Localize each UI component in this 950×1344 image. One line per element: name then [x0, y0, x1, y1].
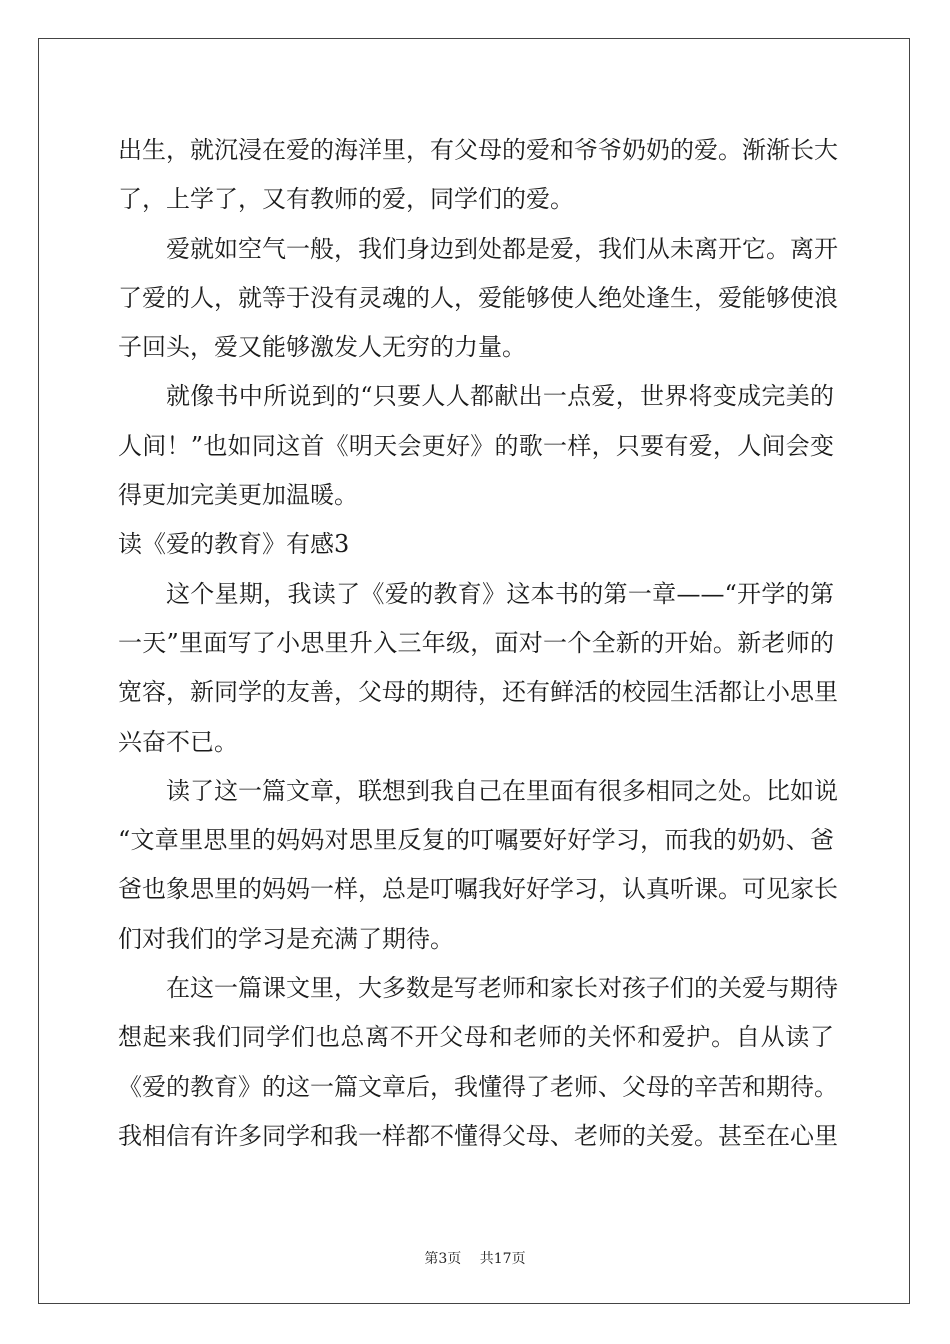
- text-line: 爸也象思里的妈妈一样，总是叮嘱我好好学习，认真听课。可见家长: [118, 875, 838, 904]
- text-line: 我相信有许多同学和我一样都不懂得父母、老师的关爱。甚至在心里: [118, 1121, 838, 1150]
- text-line: 出生，就沉浸在爱的海洋里，有父母的爱和爷爷奶奶的爱。渐渐长大: [118, 136, 838, 164]
- total-pages: 共17页: [479, 1251, 526, 1267]
- text-line: 一天”里面写了小思里升入三年级，面对一个全新的开始。新老师的: [118, 628, 834, 657]
- text-line: 了爱的人，就等于没有灵魂的人，爱能够使人绝处逢生，爱能够使浪: [118, 283, 838, 312]
- text-line: “文章里思里的妈妈对思里反复的叮嘱要好好学习，而我的奶奶、爸: [118, 826, 834, 855]
- text-line: 了，上学了，又有教师的爱，同学们的爱。: [118, 185, 574, 214]
- text-line: 宽容，新同学的友善，父母的期待，还有鲜活的校园生活都让小思里: [118, 678, 838, 707]
- text-line: 《爱的教育》的这一篇文章后，我懂得了老师、父母的辛苦和期待。: [118, 1072, 838, 1101]
- section-heading: 读《爱的教育》有感3: [118, 530, 350, 559]
- text-line: 们对我们的学习是充满了期待。: [118, 924, 454, 953]
- document-body: [118, 130, 838, 1165]
- text-line: 爱就如空气一般，我们身边到处都是爱，我们从未离开它。离开: [166, 234, 838, 263]
- page-footer: [0, 1248, 950, 1268]
- text-line: 在这一篇课文里，大多数是写老师和家长对孩子们的关爱与期待: [166, 974, 838, 1003]
- text-line: 兴奋不已。: [118, 727, 238, 756]
- text-line: 读了这一篇文章，联想到我自己在里面有很多相同之处。比如说: [166, 776, 838, 805]
- text-line: 子回头，爱又能够激发人无穷的力量。: [118, 333, 526, 362]
- text-line: 这个星期，我读了《爱的教育》这本书的第一章——“开学的第: [166, 579, 834, 608]
- page-number: 第3页: [424, 1251, 462, 1267]
- text-line: 想起来我们同学们也总离不开父母和老师的关怀和爱护。自从读了: [118, 1023, 834, 1052]
- text-line: 人间！”也如同这首《明天会更好》的歌一样，只要有爱，人间会变: [118, 431, 834, 460]
- text-line: 得更加完美更加温暖。: [118, 481, 358, 510]
- text-line: 就像书中所说到的“只要人人都献出一点爱，世界将变成完美的: [166, 382, 834, 411]
